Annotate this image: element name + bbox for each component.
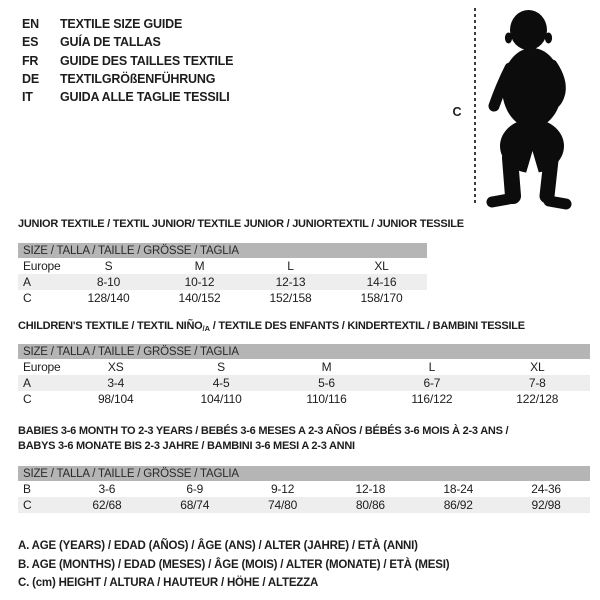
- table-cell: 8-10: [63, 274, 154, 290]
- table-cell: 6-9: [186, 482, 204, 496]
- table-cell: 18-24: [443, 482, 474, 496]
- table-cell: 104/110: [200, 392, 242, 406]
- title-part: / TEXTILE DES ENFANTS / KINDERTEXTIL / BAMBINI TESSILE: [209, 320, 525, 332]
- table-row-a: [18, 274, 427, 290]
- footnote-c: C. (cm) HEIGHT / ALTURA / HAUTEUR / HÖHE / ALTEZZA: [18, 577, 319, 590]
- table-cell: 3-4: [63, 375, 168, 391]
- table-cell: 3-6: [98, 482, 116, 496]
- size-header-row: [18, 243, 427, 258]
- lang-row-es: [22, 33, 233, 51]
- babies-size-table: [18, 466, 590, 513]
- row-label-cell: A: [18, 274, 63, 290]
- table-cell: 74/80: [239, 497, 327, 513]
- row-label-cell: C: [23, 392, 32, 406]
- table-cell: 24-36: [531, 482, 561, 496]
- table-cell: 7-8: [485, 375, 590, 391]
- table-cell: S: [104, 259, 113, 273]
- table-cell: 86/92: [414, 497, 502, 513]
- lang-code: EN: [22, 17, 39, 31]
- size-header-row: [18, 344, 590, 359]
- table-cell: L: [287, 259, 294, 273]
- table-cell: 12-13: [245, 274, 336, 290]
- table-row-c: [18, 497, 590, 513]
- table-cell: 14-16: [336, 274, 427, 290]
- table-cell: L: [428, 360, 436, 374]
- table-cell: M: [321, 360, 332, 374]
- lang-row-it: [22, 88, 233, 106]
- size-header-row: [18, 466, 590, 481]
- table-cell: 9-12: [270, 482, 295, 496]
- height-measure-figure: [445, 5, 600, 217]
- lang-code: ES: [22, 35, 39, 50]
- row-label-cell: C: [18, 497, 63, 513]
- lang-label: GUIDA ALLE TAGLIE TESSILI: [60, 90, 230, 105]
- junior-size-table: [18, 243, 427, 306]
- table-cell: 116/122: [411, 392, 453, 406]
- table-row-a: [18, 375, 590, 391]
- height-measure-label: C: [452, 105, 462, 119]
- table-cell: 6-7: [379, 375, 484, 391]
- table-row-europe: [18, 258, 427, 274]
- table-cell: S: [217, 360, 225, 374]
- table-cell: 80/86: [326, 497, 414, 513]
- table-cell: 5-6: [274, 375, 379, 391]
- children-section-title: [18, 319, 525, 337]
- height-dash-line: [474, 8, 476, 205]
- table-cell: XS: [107, 360, 124, 374]
- table-cell: XL: [530, 360, 545, 374]
- table-cell: 92/98: [502, 497, 590, 513]
- table-cell: 10-12: [154, 274, 245, 290]
- table-row-europe: [18, 359, 590, 375]
- table-cell: 12-18: [355, 482, 386, 496]
- lang-label: TEXTILGRÖßENFÜHRUNG: [60, 71, 216, 86]
- table-row-c: [18, 290, 427, 306]
- size-header-bar: SIZE / TALLA / TAILLE / GRÖSSE / TAGLIA: [18, 466, 590, 481]
- table-row-b: [18, 481, 590, 497]
- size-header-bar: SIZE / TALLA / TAILLE / GRÖSSE / TAGLIA: [18, 243, 427, 258]
- babies-section-title: [18, 424, 508, 453]
- toddler-silhouette-icon: [483, 8, 595, 213]
- row-label-cell: A: [18, 375, 63, 391]
- table-cell: 4-5: [168, 375, 273, 391]
- junior-section-title: JUNIOR TEXTILE / TEXTIL JUNIOR/ TEXTILE JUNIOR / JUNIORTEXTIL / JUNIOR TESSILE: [18, 218, 464, 230]
- table-cell: 128/140: [87, 291, 130, 305]
- table-cell: 68/74: [151, 497, 239, 513]
- row-label-cell: B: [23, 482, 31, 496]
- title-part: CHILDREN'S TEXTILE / TEXTIL NIÑO: [18, 320, 203, 332]
- table-cell: 62/68: [63, 497, 151, 513]
- table-cell: 98/104: [97, 392, 134, 406]
- table-cell: M: [194, 259, 205, 273]
- footnote-b: B. AGE (MONTHS) / EDAD (MESES) / ÂGE (MOIS) / ALTER (MONATE) / ETÀ (MESI): [18, 558, 450, 571]
- lang-code: FR: [22, 53, 39, 68]
- babies-title-line-2: BABYS 3-6 MONATE BIS 2-3 JAHRE / BAMBINI 3-6 MESI A 2-3 ANNI: [18, 439, 355, 452]
- table-cell: XL: [374, 259, 389, 273]
- row-label-cell: Europe: [23, 360, 61, 374]
- row-label-cell: C: [23, 291, 32, 305]
- lang-label: GUIDE DES TAILLES TEXTILE: [60, 53, 234, 68]
- lang-row-en: [22, 15, 233, 33]
- title-part-sub: /A: [202, 324, 210, 333]
- table-cell: 140/152: [178, 291, 221, 305]
- lang-row-de: [22, 70, 233, 88]
- lang-code: DE: [22, 71, 39, 86]
- footnote-a: A. AGE (YEARS) / EDAD (AÑOS) / ÂGE (ANS) / ALTER (JAHRE) / ETÀ (ANNI): [18, 540, 418, 552]
- row-label-cell: Europe: [23, 259, 61, 273]
- footnotes-block: [18, 537, 449, 593]
- lang-code: IT: [22, 90, 33, 105]
- lang-label: TEXTILE SIZE GUIDE: [60, 17, 183, 31]
- table-cell: 152/158: [269, 291, 312, 305]
- size-header-bar: SIZE / TALLA / TAILLE / GRÖSSE / TAGLIA: [18, 344, 590, 359]
- table-cell: 122/128: [516, 392, 559, 406]
- language-title-block: [22, 15, 233, 106]
- lang-row-fr: [22, 52, 233, 70]
- children-size-table: [18, 344, 590, 407]
- table-cell: 158/170: [360, 291, 403, 305]
- lang-label: GUÍA DE TALLAS: [60, 35, 161, 50]
- table-cell: 110/116: [306, 392, 347, 406]
- table-row-c: [18, 391, 590, 407]
- babies-title-line-1: BABIES 3-6 MONTH TO 2-3 YEARS / BEBÉS 3-6 MESES A 2-3 AÑOS / BÉBÉS 3-6 MOIS À 2-3 ANS /: [18, 425, 509, 437]
